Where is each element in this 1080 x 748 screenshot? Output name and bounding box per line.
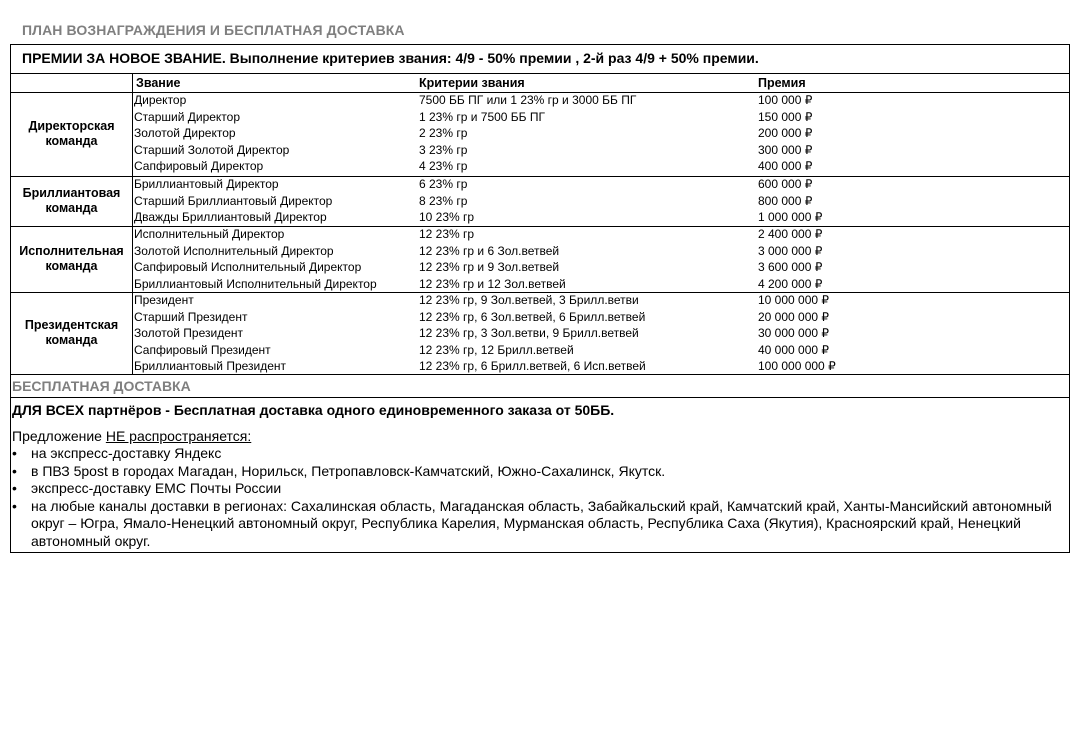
divider: [11, 397, 1069, 398]
rank-name: Старший Президент: [134, 309, 248, 324]
list-item: [12, 498, 1062, 551]
rank-name: Бриллиантовый Президент: [134, 359, 287, 373]
rank-name: Дважды Бриллиантовый Директор: [134, 210, 327, 224]
bullet-icon: •: [12, 497, 17, 514]
reward-plan-frame: [10, 44, 1070, 553]
bullet-icon: •: [12, 480, 17, 496]
list-item-text: на экспресс-доставку Яндекс: [31, 445, 222, 461]
rank-prize: 150 000 ₽: [758, 109, 813, 124]
rank-criteria: 2 23% гр: [419, 126, 468, 140]
rank-criteria: 12 23% гр, 3 Зол.ветви, 9 Брилл.ветвей: [419, 326, 639, 340]
rank-prize: 4 200 000 ₽: [758, 276, 823, 291]
rank-prize: 200 000 ₽: [758, 126, 813, 140]
rank-criteria: 8 23% гр: [419, 193, 468, 208]
rank-prize: 100 000 000 ₽: [758, 359, 836, 373]
rank-prize: 20 000 000 ₽: [758, 309, 830, 324]
rank-criteria: 4 23% гр: [419, 159, 468, 173]
rank-prize: 300 000 ₽: [758, 142, 813, 157]
rank-prize: 3 000 000 ₽: [758, 243, 823, 258]
column-header-criteria: Критерии звания: [419, 76, 525, 90]
divider: [11, 374, 1069, 375]
divider: [11, 73, 1069, 74]
rank-prize: 100 000 ₽: [758, 93, 813, 107]
rank-prize: 10 000 000 ₽: [758, 293, 830, 307]
offer-exclusion: НЕ распространяется:: [105, 428, 252, 444]
rank-criteria: 12 23% гр, 6 Брилл.ветвей, 6 Исп.ветвей: [419, 359, 646, 373]
rank-name: Старший Золотой Директор: [134, 142, 290, 157]
column-header-rank: Звание: [136, 76, 181, 90]
rank-name: Президент: [134, 293, 194, 307]
delivery-title: БЕСПЛАТНАЯ ДОСТАВКА: [12, 378, 191, 394]
page-title: ПЛАН ВОЗНАГРАЖДЕНИЯ И БЕСПЛАТНАЯ ДОСТАВКА: [22, 22, 405, 38]
rank-prize: 800 000 ₽: [758, 193, 813, 208]
rank-criteria: 7500 ББ ПГ или 1 23% гр и 3000 ББ ПГ: [419, 93, 637, 107]
bullet-icon: •: [12, 462, 17, 479]
rank-name: Исполнительный Директор: [134, 227, 285, 241]
offer-prefix: Предложение: [12, 428, 106, 444]
offer-note: [12, 428, 251, 444]
list-item-text: в ПВЗ 5post в городах Магадан, Норильск, Петропавловск-Камчатский, Южно-Сахалинск, Якутск.: [31, 462, 666, 479]
rank-name: Старший Директор: [134, 109, 241, 124]
list-item: [12, 480, 1062, 498]
rank-criteria: 12 23% гр, 9 Зол.ветвей, 3 Брилл.ветви: [419, 293, 639, 307]
rank-criteria: 10 23% гр: [419, 210, 475, 224]
rank-prize: 40 000 000 ₽: [758, 342, 830, 357]
premium-header: ПРЕМИИ ЗА НОВОЕ ЗВАНИЕ. Выполнение критериев звания: 4/9 - 50% премии , 2-й раз 4/9 + 50% премии.: [22, 50, 759, 66]
rank-criteria: 12 23% гр, 6 Зол.ветвей, 6 Брилл.ветвей: [419, 309, 646, 324]
rank-prize: 2 400 000 ₽: [758, 227, 823, 241]
rank-prize: 600 000 ₽: [758, 177, 813, 191]
group-column-divider: [132, 73, 133, 374]
rank-name: Сапфировый Директор: [134, 159, 264, 173]
rank-criteria: 1 23% гр и 7500 ББ ПГ: [419, 109, 546, 124]
rank-name: Бриллиантовый Исполнительный Директор: [134, 276, 377, 291]
rank-prize: 30 000 000 ₽: [758, 326, 830, 340]
rank-name: Старший Бриллиантовый Директор: [134, 193, 333, 208]
rank-criteria: 12 23% гр, 12 Брилл.ветвей: [419, 342, 574, 357]
rank-criteria: 12 23% гр и 6 Зол.ветвей: [419, 243, 560, 258]
rank-criteria: 12 23% гр: [419, 227, 475, 241]
rank-name: Сапфировый Президент: [134, 342, 271, 357]
group-name-executive: Исполнительная команда: [19, 244, 124, 273]
rank-prize: 3 600 000 ₽: [758, 260, 823, 274]
bullet-icon: •: [12, 445, 17, 461]
exclusion-list: [12, 445, 1062, 550]
rank-criteria: 6 23% гр: [419, 177, 468, 191]
list-item-text: на любые каналы доставки в регионах: Сахалинская область, Магаданская область, Забайкальский край, Камчатский край, Ханты-Мансийский автономный округ – Югра, Ямало-Ненецкий автономный округ, Республика Карелия, Мурманская область, Республика Саха (Якутия), Красноярский край, Ненецкий автономный округ.: [31, 497, 1052, 549]
list-item: [12, 463, 1062, 481]
list-item: [12, 445, 1062, 463]
rank-name: Сапфировый Исполнительный Директор: [134, 260, 362, 274]
rank-name: Золотой Исполнительный Директор: [134, 243, 334, 258]
rank-criteria: 3 23% гр: [419, 142, 468, 157]
group-name-director: Директорская команда: [28, 119, 115, 148]
rank-name: Бриллиантовый Директор: [134, 177, 279, 191]
list-item-text: экспресс-доставку ЕМС Почты России: [31, 480, 282, 496]
rank-criteria: 12 23% гр и 12 Зол.ветвей: [419, 276, 566, 291]
rank-criteria: 12 23% гр и 9 Зол.ветвей: [419, 260, 560, 274]
rank-prize: 1 000 000 ₽: [758, 210, 823, 224]
group-name-president: Президентская команда: [24, 318, 119, 347]
column-header-prize: Премия: [758, 76, 806, 90]
rank-name: Директор: [134, 93, 187, 107]
rank-name: Золотой Директор: [134, 126, 236, 140]
group-name-diamond: Бриллиантовая команда: [22, 186, 121, 215]
delivery-headline: ДЛЯ ВСЕХ партнёров - Бесплатная доставка одного единовременного заказа от 50ББ.: [12, 402, 615, 418]
rank-prize: 400 000 ₽: [758, 159, 813, 173]
rank-name: Золотой Президент: [134, 326, 243, 340]
